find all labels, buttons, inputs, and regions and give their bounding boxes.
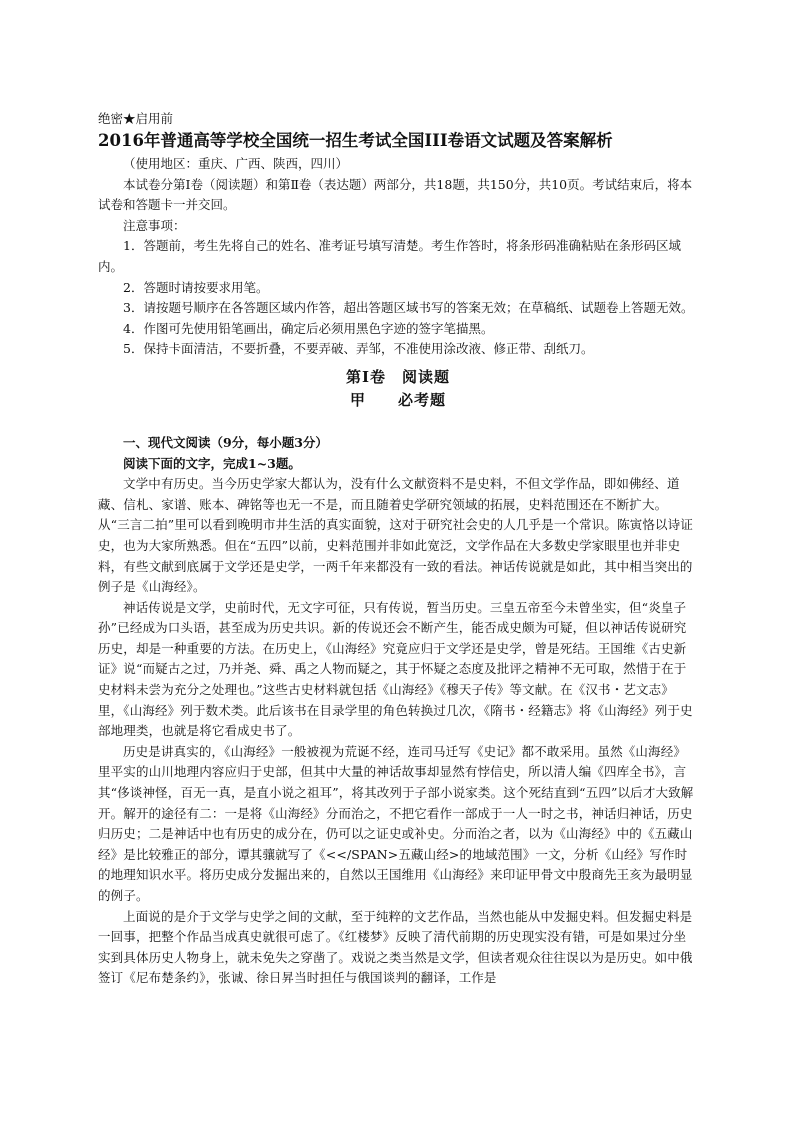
exam-intro: 本试卷分第Ⅰ卷（阅读题）和第Ⅱ卷（表达题）两部分，共18题，共150分，共10页。考试结束后，将本试卷和答题卡一并交回。 (98, 176, 693, 213)
reading-instruction: 阅读下面的文字，完成1~3题。 (123, 455, 301, 471)
notice-item-4: 4．作图可先使用铅笔画出，确定后必须用黑色字迹的签字笔描黑。 (123, 320, 494, 336)
notice-item-5: 5．保持卡面清洁，不要折叠，不要弄破、弄邹，不准使用涂改液、修正带、刮纸刀。 (123, 341, 594, 357)
passage-paragraph-3: 历史是讲真实的，《山海经》一般被视为荒诞不经，连司马迁写《史记》都不敢采用。虽然《山海经》里平实的山川地理内容应归于史部，但其中大量的神话故事却显然有悖信史，所以清人编《四库全书》，言其“侈谈神怪，百无一真，是直小说之祖耳”，将其改列于子部小说家类。这个死结直到“五四”以后才大致解开。解开的途径有二：一是将《山海经》分而治之，不把它看作一部成于一人一时之书，神话归神话，历史归历史；二是神话中也有历史的成分在，仍可以之证史或补史。分而治之者，以为《山海经》中的《五藏山经》是比较雅正的部分，谭其骧就写了《<</SPAN>五藏山经>的地域范围》一文，分析《山经》写作时的地理知识水平。将历史成分发掘出来的，自然以王国维用《山海经》来印证甲骨文中殷商先王亥为最明显的例子。 (98, 743, 694, 903)
notice-item-2: 2．答题时请按要求用笔。 (123, 279, 269, 295)
passage-paragraph-1: 文学中有历史。当今历史学家大都认为，没有什么文献资料不是史料，不但文学作品，即如佛经、道藏、信札、家谱、账本、碑铭等也无一不是，而且随着史学研究领域的拓展，史料范围还在不断扩大。从“三言二拍”里可以看到晚明市井生活的真实面貌，这对于研究社会史的人几乎是一个常识。陈寅恪以诗证史，也为大家所熟悉。但在“五四”以前，史料范围并非如此宽泛，文学作品在大多数史学家眼里也并非史料，有些文献到底属于文学还是史学，一两千年来都没有一致的看法。神话传说就是如此，其中相当突出的例子是《山海经》。 (98, 476, 693, 595)
confidential-mark: 绝密★启用前 (98, 111, 174, 126)
usage-region: （使用地区：重庆、广西、陕西，四川） (123, 156, 349, 171)
volume-heading: 第Ⅰ卷 阅读题 (345, 367, 451, 386)
notice-item-1: 1．答题前，考生先将自己的姓名、准考证号填写清楚。考生作答时，将条形码准确粘贴在条形码区域内。 (98, 238, 681, 274)
notice-label: 注意事项： (123, 217, 186, 233)
passage-paragraph-2: 神话传说是文学，史前时代，无文字可征，只有传说，暂当历史。三皇五帝至今未曾坐实，但“炎皇子孙”已经成为口头语，甚至成为历史共识。新的传说还会不断产生，能否成史颇为可疑，但以神话传说研究历史，却是一种重要的方法。在历史上，《山海经》究竟应归于文学还是史学，曾是死结。王国维《古史新证》说“而疑古之过，乃并尧、舜、禹之人物而疑之，其于怀疑之态度及批评之精神不无可取，然惜于在于史材料未尝为充分之处理也。”这些古史材料就包括《山海经》《穆天子传》等文献。在《汉书・艺文志》里，《山海经》列于数术类。此后该书在目录学里的角色转换过几次，《隋书・经籍志》将《山海经》列于史部地理类，也就是将它看成史书了。 (98, 599, 693, 739)
reading-section-heading: 一、现代文阅读（9分，每小题3分） (123, 434, 328, 450)
notice-item-3: 3．请按题号顺序在各答题区域内作答，超出答题区域书写的答案无效；在草稿纸、试题卷上答题无效。 (123, 300, 694, 316)
section-heading: 甲 必考题 (349, 390, 446, 409)
passage-paragraph-4: 上面说的是介于文学与史学之间的文献，至于纯粹的文艺作品，当然也能从中发掘史料。但发掘史料是一回事，把整个作品当成真史就很可虑了。《红楼梦》反映了清代前期的历史现实没有错，可是如果过分坐实到具体历史人物身上，就未免失之穿凿了。戏说之类当然是文学，但读者观众往往误以为是历史。如中俄签订《尼布楚条约》，张诚、徐日昇当时担任与俄国谈判的翻译，工作是 (98, 908, 693, 986)
document-title: 2016年普通高等学校全国统一招生考试全国III卷语文试题及答案解析 (98, 131, 613, 150)
